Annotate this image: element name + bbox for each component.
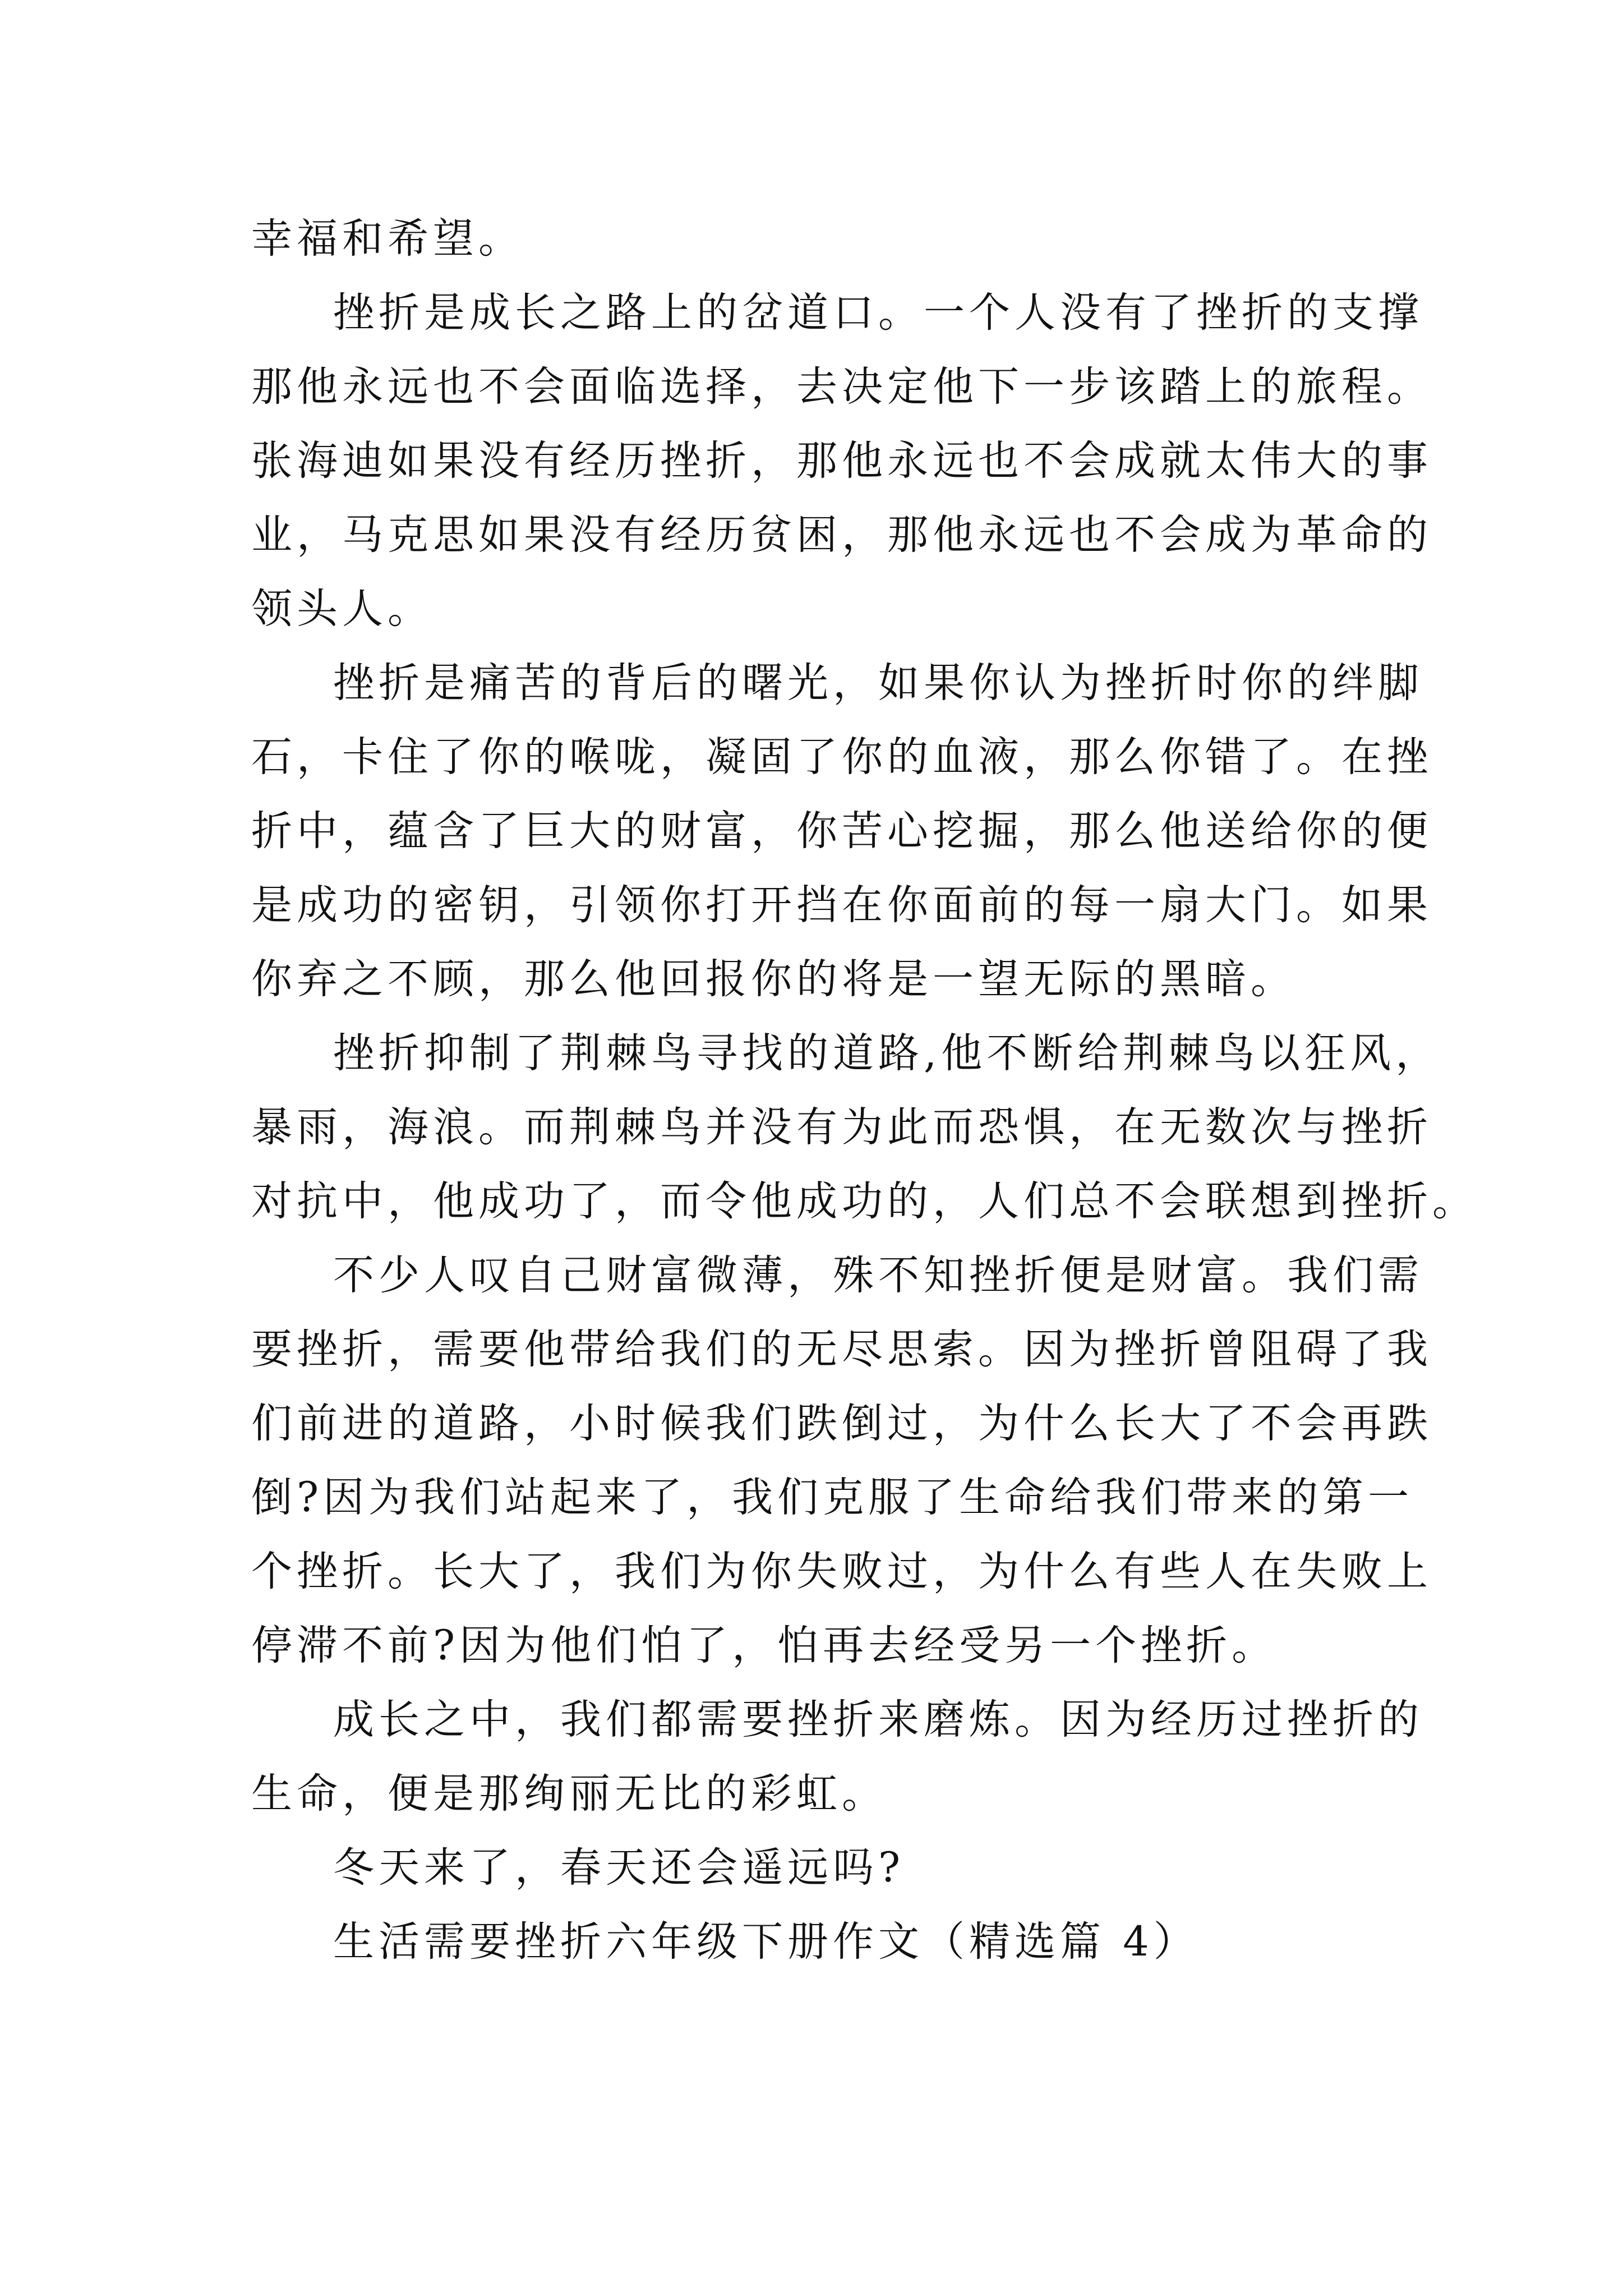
text-line-6: 领头人。 xyxy=(251,585,433,633)
text-line-11: 你弃之不顾，那么他回报你的将是一望无际的黑暗。 xyxy=(251,955,1296,1003)
text-line-3: 那他永远也不会面临选择，去决定他下一步该踏上的旅程。 xyxy=(251,363,1432,411)
section-heading: 生活需要挫折六年级下册作文（精选篇 4） xyxy=(333,1918,1199,1966)
text-line-21: 成长之中，我们都需要挫折来磨炼。因为经历过挫折的 xyxy=(333,1696,1423,1743)
text-line-4: 张海迪如果没有经历挫折，那他永远也不会成就太伟大的事 xyxy=(251,437,1432,485)
text-line-13: 暴雨，海浪。而荆棘鸟并没有为此而恐惧，在无数次与挫折 xyxy=(251,1103,1432,1151)
essay-body xyxy=(251,202,1478,1979)
text-line-15: 不少人叹自己财富微薄，殊不知挫折便是财富。我们需 xyxy=(333,1251,1423,1299)
text-line-22: 生命，便是那绚丽无比的彩虹。 xyxy=(251,1770,887,1818)
text-line-12: 挫折抑制了荆棘鸟寻找的道路,他不断给荆棘鸟以狂风， xyxy=(333,1029,1441,1077)
text-line-10: 是成功的密钥，引领你打开挡在你面前的每一扇大门。如果 xyxy=(251,881,1432,929)
text-line-8: 石，卡住了你的喉咙，凝固了你的血液，那么你错了。在挫 xyxy=(251,733,1432,781)
text-line-23: 冬天来了，春天还会遥远吗? xyxy=(333,1844,905,1892)
text-line-7: 挫折是痛苦的背后的曙光，如果你认为挫折时你的绊脚 xyxy=(333,659,1423,707)
text-line-16: 要挫折，需要他带给我们的无尽思索。因为挫折曾阻碍了我 xyxy=(251,1326,1432,1373)
text-line-19: 个挫折。长大了，我们为你失败过，为什么有些人在失败上 xyxy=(251,1548,1432,1595)
text-line-14: 对抗中，他成功了，而令他成功的，人们总不会联想到挫折。 xyxy=(251,1177,1478,1225)
text-line-2: 挫折是成长之路上的岔道口。一个人没有了挫折的支撑 xyxy=(333,289,1423,337)
text-line-5: 业，马克思如果没有经历贫困，那他永远也不会成为革命的 xyxy=(251,511,1432,559)
text-line-9: 折中，蕴含了巨大的财富，你苦心挖掘，那么他送给你的便 xyxy=(251,807,1432,855)
text-line-17: 们前进的道路，小时候我们跌倒过，为什么长大了不会再跌 xyxy=(251,1400,1432,1447)
text-line-18: 倒?因为我们站起来了，我们克服了生命给我们带来的第一 xyxy=(251,1474,1414,1521)
text-line-1: 幸福和希望。 xyxy=(251,215,524,263)
text-line-20: 停滞不前?因为他们怕了，怕再去经受另一个挫折。 xyxy=(251,1622,1278,1669)
